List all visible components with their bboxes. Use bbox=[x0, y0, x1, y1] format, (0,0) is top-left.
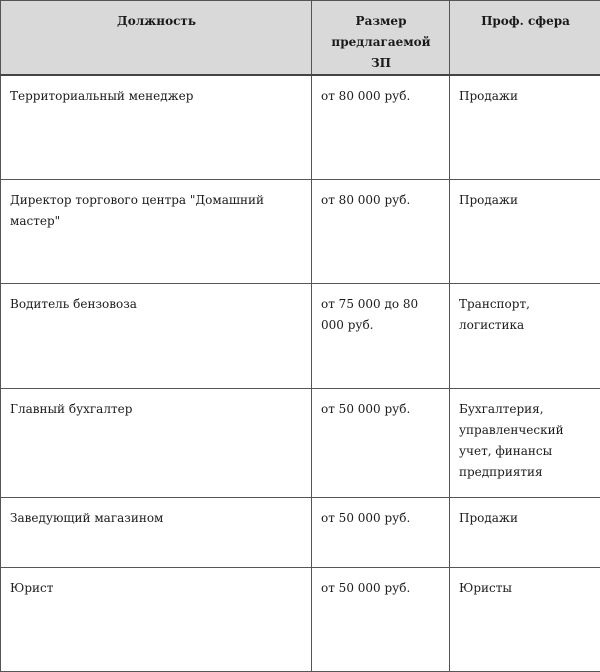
cell-sphere: Транспорт, логистика bbox=[450, 283, 600, 388]
cell-salary: от 80 000 руб. bbox=[312, 179, 450, 283]
header-salary bbox=[312, 1, 450, 76]
cell-sphere: Продажи bbox=[450, 75, 600, 179]
header-salary-line2: предлагаемой ЗП bbox=[331, 35, 430, 70]
header-position: Должность bbox=[1, 1, 312, 76]
cell-sphere: Юристы bbox=[450, 567, 600, 671]
cell-salary: от 80 000 руб. bbox=[312, 75, 450, 179]
header-salary-line1: Размер bbox=[356, 14, 407, 28]
cell-position: Территориальный менеджер bbox=[1, 75, 312, 179]
cell-position: Юрист bbox=[1, 567, 312, 671]
cell-salary: от 50 000 руб. bbox=[312, 497, 450, 567]
table-row bbox=[1, 283, 600, 388]
table-row bbox=[1, 567, 600, 671]
cell-salary: от 75 000 до 80 000 руб. bbox=[312, 283, 450, 388]
table-row bbox=[1, 179, 600, 283]
cell-sphere: Продажи bbox=[450, 497, 600, 567]
table-header-row bbox=[1, 1, 600, 76]
table-row bbox=[1, 388, 600, 497]
table-row bbox=[1, 75, 600, 179]
table-row bbox=[1, 497, 600, 567]
cell-salary: от 50 000 руб. bbox=[312, 567, 450, 671]
cell-position: Заведующий магазином bbox=[1, 497, 312, 567]
cell-sphere: Бухгалтерия, управленческий учет, финансы предприятия bbox=[450, 388, 600, 497]
cell-salary: от 50 000 руб. bbox=[312, 388, 450, 497]
cell-position: Главный бухгалтер bbox=[1, 388, 312, 497]
cell-position: Директор торгового центра "Домашний мастер" bbox=[1, 179, 312, 283]
header-sphere: Проф. сфера bbox=[450, 1, 600, 76]
cell-sphere: Продажи bbox=[450, 179, 600, 283]
cell-position: Водитель бензовоза bbox=[1, 283, 312, 388]
